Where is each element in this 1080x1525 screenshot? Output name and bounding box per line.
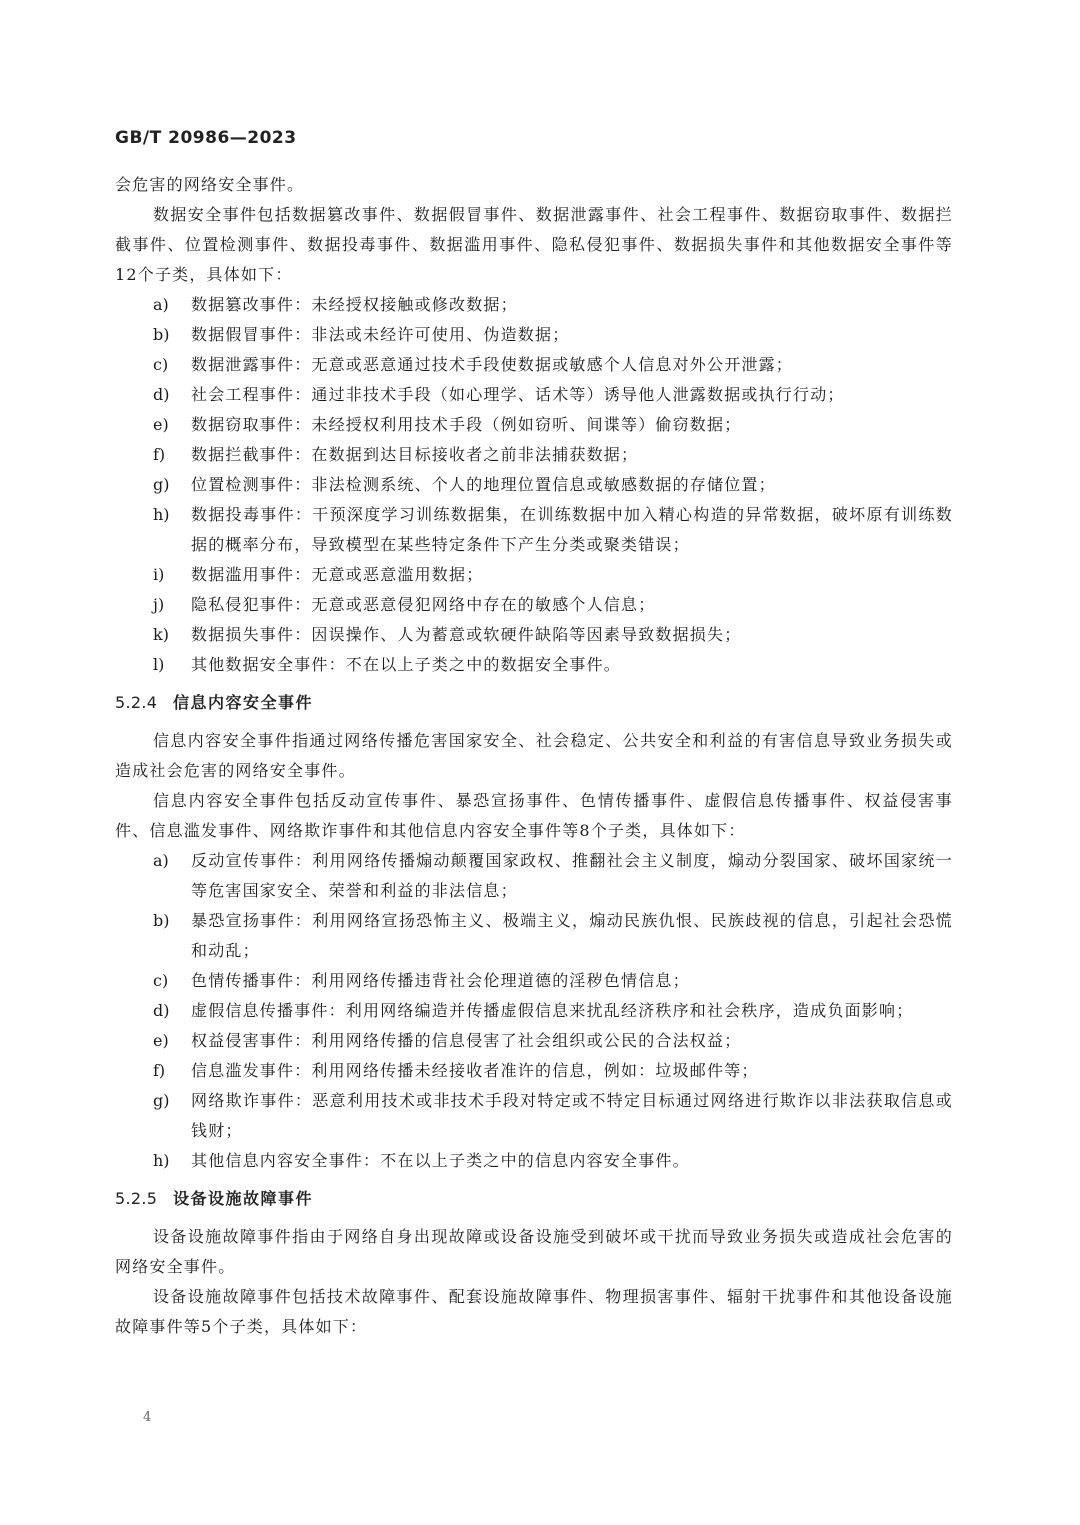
list-item-text: 数据滥用事件：无意或恶意滥用数据；: [191, 565, 484, 584]
section-heading-524: [115, 688, 953, 718]
page-content: [115, 170, 953, 1342]
list-item-text: 数据泄露事件：无意或恶意通过技术手段使数据或敏感个人信息对外公开泄露；: [191, 355, 794, 374]
list-item-mark: g): [153, 1091, 170, 1110]
section-525-summary: 设备设施故障事件包括技术故障事件、配套设施故障事件、物理损害事件、辐射干扰事件和其他设备设施故障事件等5个子类，具体如下：: [115, 1287, 953, 1336]
list-item-text: 权益侵害事件：利用网络传播的信息侵害了社会组织或公民的合法权益；: [191, 1031, 742, 1050]
section-number: 5.2.4: [115, 693, 158, 712]
standard-number-header: GB/T 20986—2023: [115, 128, 297, 148]
list-item: [115, 290, 953, 320]
list-item: [115, 350, 953, 380]
section-heading-525: [115, 1184, 953, 1214]
list-item: [115, 440, 953, 470]
list-item: [115, 620, 953, 650]
list-item-text: 网络欺诈事件：恶意利用技术或非技术手段对特定或不特定目标通过网络进行欺诈以非法获取信息或钱财；: [191, 1091, 953, 1140]
list-item: [115, 470, 953, 500]
list-item: [115, 380, 953, 410]
list-item-text: 隐私侵犯事件：无意或恶意侵犯网络中存在的敏感个人信息；: [191, 595, 656, 614]
list-item-mark: f): [153, 445, 166, 464]
data-security-summary-paragraph: 数据安全事件包括数据篡改事件、数据假冒事件、数据泄露事件、社会工程事件、数据窃取事件、数据拦截事件、位置检测事件、数据投毒事件、数据滥用事件、隐私侵犯事件、数据损失事件和其他数据安全事件等12个子类，具体如下：: [115, 205, 953, 284]
section-title: 设备设施故障事件: [173, 1189, 314, 1208]
list-item: [115, 1056, 953, 1086]
list-item-mark: c): [153, 355, 169, 374]
list-item-mark: g): [153, 475, 170, 494]
list-item-text: 虚假信息传播事件：利用网络编造并传播虚假信息来扰乱经济秩序和社会秩序，造成负面影响；: [191, 1001, 914, 1020]
list-item-mark: e): [153, 415, 169, 434]
list-item-text: 数据损失事件：因误操作、人为蓄意或软硬件缺陷等因素导致数据损失；: [191, 625, 742, 644]
section-number: 5.2.5: [115, 1189, 158, 1208]
list-item-mark: h): [153, 505, 170, 524]
list-item-text: 其他数据安全事件：不在以上子类之中的数据安全事件。: [191, 655, 622, 674]
list-item-text: 数据投毒事件：干预深度学习训练数据集，在训练数据中加入精心构造的异常数据，破坏原有训练数据的概率分布，导致模型在某些特定条件下产生分类或聚类错误；: [191, 505, 953, 554]
page-number: 4: [143, 1410, 152, 1425]
list-item: [115, 846, 953, 906]
section-524-definition: 信息内容安全事件指通过网络传播危害国家安全、社会稳定、公共安全和利益的有害信息导致业务损失或造成社会危害的网络安全事件。: [115, 731, 953, 780]
data-security-list: [115, 290, 953, 680]
list-item: [115, 410, 953, 440]
list-item-text: 暴恐宣扬事件：利用网络宣扬恐怖主义、极端主义，煽动民族仇恨、民族歧视的信息，引起社会恐慌和动乱；: [191, 911, 953, 960]
list-item: [115, 906, 953, 966]
list-item-mark: e): [153, 1031, 169, 1050]
list-item-mark: j): [153, 595, 165, 614]
list-item-mark: h): [153, 1151, 170, 1170]
list-item-text: 信息滥发事件：利用网络传播未经接收者准许的信息，例如：垃圾邮件等；: [191, 1061, 759, 1080]
list-item-text: 位置检测事件：非法检测系统、个人的地理位置信息或敏感数据的存储位置；: [191, 475, 776, 494]
list-item: [115, 1026, 953, 1056]
list-item: [115, 1146, 953, 1176]
list-item-mark: d): [153, 1001, 170, 1020]
list-item-text: 色情传播事件：利用网络传播违背社会伦理道德的淫秽色情信息；: [191, 971, 690, 990]
list-item-mark: f): [153, 1061, 166, 1080]
list-item: [115, 320, 953, 350]
list-item-mark: a): [153, 295, 169, 314]
list-item: [115, 966, 953, 996]
continuation-paragraph: 会危害的网络安全事件。: [115, 175, 305, 194]
list-item-text: 数据假冒事件：非法或未经许可使用、伪造数据；: [191, 325, 570, 344]
list-item-text: 数据拦截事件：在数据到达目标接收者之前非法捕获数据；: [191, 445, 639, 464]
section-525-definition: 设备设施故障事件指由于网络自身出现故障或设备设施受到破坏或干扰而导致业务损失或造成社会危害的网络安全事件。: [115, 1227, 953, 1276]
list-item-mark: a): [153, 851, 169, 870]
list-item: [115, 996, 953, 1026]
list-item-text: 其他信息内容安全事件：不在以上子类之中的信息内容安全事件。: [191, 1151, 690, 1170]
list-item: [115, 500, 953, 560]
list-item-mark: i): [153, 565, 165, 584]
list-item-mark: k): [153, 625, 169, 644]
list-item-mark: c): [153, 971, 169, 990]
list-item: [115, 650, 953, 680]
section-524-summary: 信息内容安全事件包括反动宣传事件、暴恐宣扬事件、色情传播事件、虚假信息传播事件、权益侵害事件、信息滥发事件、网络欺诈事件和其他信息内容安全事件等8个子类，具体如下：: [115, 791, 953, 840]
list-item: [115, 1086, 953, 1146]
list-item-mark: b): [153, 325, 170, 344]
section-title: 信息内容安全事件: [173, 693, 314, 712]
list-item-text: 数据窃取事件：未经授权利用技术手段（例如窃听、间谍等）偷窃数据；: [191, 415, 742, 434]
list-item: [115, 590, 953, 620]
info-content-security-list: [115, 846, 953, 1176]
list-item-text: 反动宣传事件：利用网络传播煽动颠覆国家政权、推翻社会主义制度，煽动分裂国家、破坏国家统一等危害国家安全、荣誉和利益的非法信息；: [191, 851, 953, 900]
list-item-text: 社会工程事件：通过非技术手段（如心理学、话术等）诱导他人泄露数据或执行行动；: [191, 385, 845, 404]
list-item: [115, 560, 953, 590]
list-item-text: 数据篡改事件：未经授权接触或修改数据；: [191, 295, 518, 314]
list-item-mark: d): [153, 385, 170, 404]
list-item-mark: b): [153, 911, 170, 930]
list-item-mark: l): [153, 655, 165, 674]
